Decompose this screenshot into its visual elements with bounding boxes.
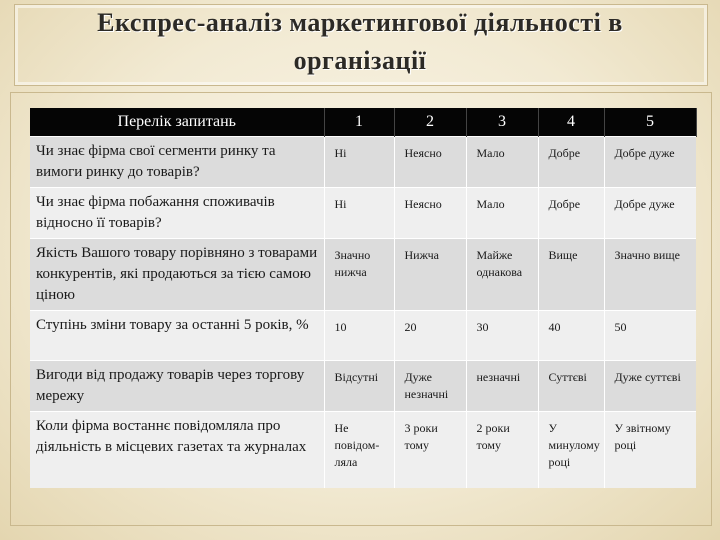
- table-row: [30, 188, 696, 239]
- option-cell: Добре дуже: [604, 137, 696, 188]
- option-cell: Відсутні: [324, 361, 394, 412]
- option-cell: Дуже незначні: [394, 361, 466, 412]
- option-cell: Нижча: [394, 239, 466, 311]
- option-cell: Ні: [324, 137, 394, 188]
- option-cell: Суттєві: [538, 361, 604, 412]
- option-cell: 10: [324, 311, 394, 361]
- option-cell: 40: [538, 311, 604, 361]
- question-cell: Вигоди від продажу товарів через торгову мережу: [30, 361, 324, 412]
- option-cell: Не повідом-ляла: [324, 412, 394, 488]
- table-row: [30, 412, 696, 488]
- option-cell: Значно вище: [604, 239, 696, 311]
- table-row: [30, 239, 696, 311]
- option-cell: Дуже суттєві: [604, 361, 696, 412]
- question-cell: Якість Вашого товару порівняно з товарами конкурентів, які продаються за тією самою ціною: [30, 239, 324, 311]
- option-cell: У минулому році: [538, 412, 604, 488]
- option-cell: Ні: [324, 188, 394, 239]
- table-header-row: [30, 108, 696, 137]
- option-cell: Добре: [538, 188, 604, 239]
- option-cell: Майже однакова: [466, 239, 538, 311]
- question-cell: Коли фірма востаннє повідомляла про діяльність в місцевих газетах та журналах: [30, 412, 324, 488]
- slide-title: Експрес-аналіз маркетингової діяльності в організації: [97, 8, 623, 75]
- header-questions: Перелік запитань: [30, 108, 324, 137]
- option-cell: 2 роки тому: [466, 412, 538, 488]
- option-cell: Добре: [538, 137, 604, 188]
- table-row: [30, 311, 696, 361]
- option-cell: У звітному році: [604, 412, 696, 488]
- option-cell: незначні: [466, 361, 538, 412]
- option-cell: 50: [604, 311, 696, 361]
- header-score-3: 3: [466, 108, 538, 137]
- option-cell: Значно нижча: [324, 239, 394, 311]
- header-score-4: 4: [538, 108, 604, 137]
- question-cell: Ступінь зміни товару за останні 5 років, %: [30, 311, 324, 361]
- questionnaire-table: [30, 108, 697, 488]
- option-cell: Вище: [538, 239, 604, 311]
- option-cell: Добре дуже: [604, 188, 696, 239]
- question-cell: Чи знає фірма побажання споживачів відносно її товарів?: [30, 188, 324, 239]
- question-cell: Чи знає фірма свої сегменти ринку та вимоги ринку до товарів?: [30, 137, 324, 188]
- option-cell: Неясно: [394, 137, 466, 188]
- option-cell: 3 роки тому: [394, 412, 466, 488]
- option-cell: 30: [466, 311, 538, 361]
- option-cell: Мало: [466, 188, 538, 239]
- option-cell: Неясно: [394, 188, 466, 239]
- header-score-1: 1: [324, 108, 394, 137]
- table-row: [30, 361, 696, 412]
- option-cell: Мало: [466, 137, 538, 188]
- option-cell: 20: [394, 311, 466, 361]
- header-score-5: 5: [604, 108, 696, 137]
- table-row: [30, 137, 696, 188]
- header-score-2: 2: [394, 108, 466, 137]
